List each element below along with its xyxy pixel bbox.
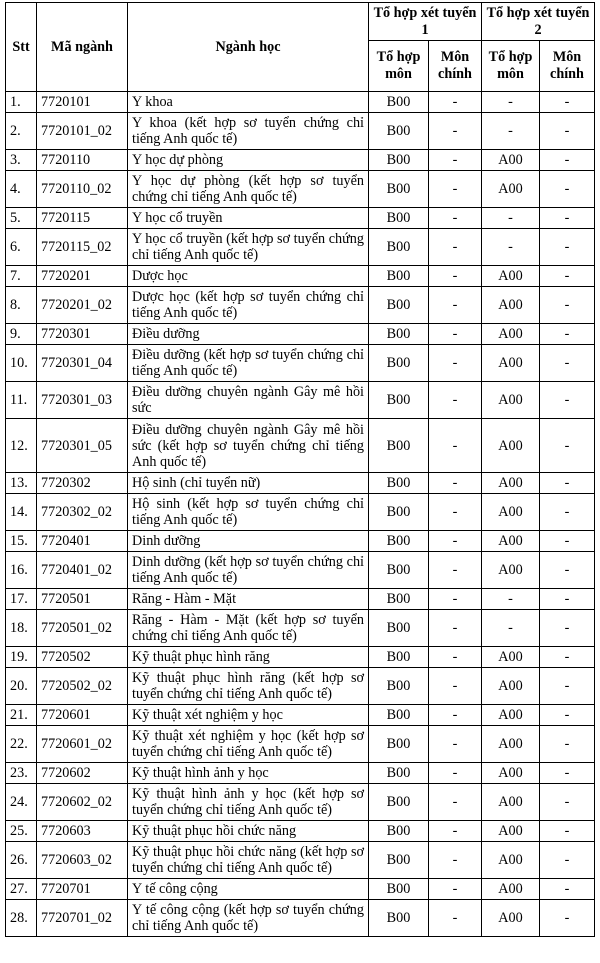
row-to-hop-2: A00 [482, 171, 540, 208]
row-code: 7720601_02 [37, 726, 128, 763]
row-name: Điều dưỡng (kết hợp sơ tuyển chứng chỉ tiếng Anh quốc tế) [128, 345, 369, 382]
header-group-1: Tổ hợp xét tuyển 1 [369, 3, 482, 41]
row-name: Y tế công cộng [128, 879, 369, 900]
row-to-hop-1: B00 [369, 494, 429, 531]
row-code: 7720701_02 [37, 900, 128, 937]
row-to-hop-2: - [482, 589, 540, 610]
row-to-hop-2: A00 [482, 726, 540, 763]
table-row [6, 324, 595, 345]
table-row [6, 726, 595, 763]
row-code: 7720603 [37, 821, 128, 842]
row-mon-chinh-2: - [540, 494, 595, 531]
row-code: 7720501 [37, 589, 128, 610]
row-to-hop-1: B00 [369, 419, 429, 473]
row-code: 7720601 [37, 705, 128, 726]
row-code: 7720101 [37, 92, 128, 113]
row-stt: 14. [6, 494, 37, 531]
row-stt: 27. [6, 879, 37, 900]
row-to-hop-2: - [482, 229, 540, 266]
row-to-hop-2: A00 [482, 900, 540, 937]
row-to-hop-2: A00 [482, 345, 540, 382]
row-mon-chinh-2: - [540, 208, 595, 229]
row-mon-chinh-1: - [429, 552, 482, 589]
row-to-hop-1: B00 [369, 150, 429, 171]
row-to-hop-2: A00 [482, 668, 540, 705]
row-name: Kỹ thuật phục hồi chức năng (kết hợp sơ tuyển chứng chỉ tiếng Anh quốc tế) [128, 842, 369, 879]
row-code: 7720115_02 [37, 229, 128, 266]
row-stt: 2. [6, 113, 37, 150]
row-code: 7720401_02 [37, 552, 128, 589]
table-row [6, 345, 595, 382]
row-stt: 10. [6, 345, 37, 382]
row-name: Kỹ thuật phục hình răng [128, 647, 369, 668]
row-to-hop-1: B00 [369, 705, 429, 726]
row-to-hop-1: B00 [369, 879, 429, 900]
row-to-hop-1: B00 [369, 668, 429, 705]
row-mon-chinh-1: - [429, 842, 482, 879]
row-to-hop-1: B00 [369, 473, 429, 494]
row-stt: 23. [6, 763, 37, 784]
header-mon-chinh-1: Môn chính [429, 41, 482, 92]
table-row [6, 494, 595, 531]
row-code: 7720301 [37, 324, 128, 345]
row-mon-chinh-1: - [429, 531, 482, 552]
admission-table [5, 2, 595, 937]
row-mon-chinh-1: - [429, 610, 482, 647]
table-row [6, 879, 595, 900]
row-stt: 12. [6, 419, 37, 473]
row-to-hop-1: B00 [369, 229, 429, 266]
row-name: Y học cổ truyền [128, 208, 369, 229]
row-mon-chinh-2: - [540, 705, 595, 726]
row-name: Dược học [128, 266, 369, 287]
row-mon-chinh-2: - [540, 647, 595, 668]
row-mon-chinh-2: - [540, 610, 595, 647]
row-mon-chinh-2: - [540, 419, 595, 473]
row-code: 7720201_02 [37, 287, 128, 324]
table-row [6, 382, 595, 419]
row-mon-chinh-1: - [429, 726, 482, 763]
row-code: 7720301_04 [37, 345, 128, 382]
header-to-hop-2: Tổ hợp môn [482, 41, 540, 92]
row-to-hop-1: B00 [369, 589, 429, 610]
row-name: Kỹ thuật phục hình răng (kết hợp sơ tuyển chứng chỉ tiếng Anh quốc tế) [128, 668, 369, 705]
row-stt: 6. [6, 229, 37, 266]
table-row [6, 229, 595, 266]
row-mon-chinh-1: - [429, 821, 482, 842]
row-code: 7720115 [37, 208, 128, 229]
row-mon-chinh-1: - [429, 784, 482, 821]
row-to-hop-1: B00 [369, 784, 429, 821]
row-name: Y học dự phòng [128, 150, 369, 171]
row-mon-chinh-2: - [540, 668, 595, 705]
row-stt: 15. [6, 531, 37, 552]
row-to-hop-1: B00 [369, 552, 429, 589]
row-to-hop-2: A00 [482, 784, 540, 821]
row-mon-chinh-1: - [429, 150, 482, 171]
row-mon-chinh-1: - [429, 208, 482, 229]
row-stt: 22. [6, 726, 37, 763]
table-row [6, 705, 595, 726]
row-code: 7720502_02 [37, 668, 128, 705]
row-mon-chinh-1: - [429, 494, 482, 531]
row-to-hop-2: A00 [482, 821, 540, 842]
row-stt: 17. [6, 589, 37, 610]
row-to-hop-2: A00 [482, 266, 540, 287]
row-mon-chinh-1: - [429, 473, 482, 494]
row-mon-chinh-2: - [540, 763, 595, 784]
row-to-hop-1: B00 [369, 208, 429, 229]
row-mon-chinh-2: - [540, 382, 595, 419]
row-code: 7720301_05 [37, 419, 128, 473]
row-mon-chinh-1: - [429, 900, 482, 937]
row-to-hop-2: A00 [482, 324, 540, 345]
table-row [6, 473, 595, 494]
row-mon-chinh-1: - [429, 763, 482, 784]
table-row [6, 589, 595, 610]
row-mon-chinh-2: - [540, 821, 595, 842]
row-to-hop-1: B00 [369, 382, 429, 419]
row-mon-chinh-1: - [429, 705, 482, 726]
row-stt: 13. [6, 473, 37, 494]
row-to-hop-2: - [482, 610, 540, 647]
row-mon-chinh-2: - [540, 229, 595, 266]
row-mon-chinh-2: - [540, 287, 595, 324]
row-mon-chinh-1: - [429, 171, 482, 208]
row-mon-chinh-2: - [540, 92, 595, 113]
row-code: 7720502 [37, 647, 128, 668]
row-name: Y khoa (kết hợp sơ tuyển chứng chỉ tiếng Anh quốc tế) [128, 113, 369, 150]
row-mon-chinh-1: - [429, 589, 482, 610]
row-to-hop-2: A00 [482, 647, 540, 668]
row-mon-chinh-2: - [540, 266, 595, 287]
row-code: 7720101_02 [37, 113, 128, 150]
row-mon-chinh-2: - [540, 324, 595, 345]
row-to-hop-1: B00 [369, 287, 429, 324]
row-name: Y học cổ truyền (kết hợp sơ tuyển chứng chỉ tiếng Anh quốc tế) [128, 229, 369, 266]
row-to-hop-2: A00 [482, 842, 540, 879]
row-code: 7720701 [37, 879, 128, 900]
row-mon-chinh-1: - [429, 382, 482, 419]
row-to-hop-1: B00 [369, 647, 429, 668]
row-stt: 8. [6, 287, 37, 324]
row-code: 7720603_02 [37, 842, 128, 879]
row-to-hop-2: - [482, 92, 540, 113]
row-name: Hộ sinh (chỉ tuyển nữ) [128, 473, 369, 494]
row-mon-chinh-2: - [540, 531, 595, 552]
row-to-hop-1: B00 [369, 531, 429, 552]
row-to-hop-1: B00 [369, 324, 429, 345]
row-code: 7720602_02 [37, 784, 128, 821]
row-mon-chinh-2: - [540, 842, 595, 879]
row-to-hop-1: B00 [369, 821, 429, 842]
row-mon-chinh-2: - [540, 150, 595, 171]
row-to-hop-1: B00 [369, 610, 429, 647]
row-code: 7720201 [37, 266, 128, 287]
header-mon-chinh-2: Môn chính [540, 41, 595, 92]
row-mon-chinh-1: - [429, 113, 482, 150]
row-to-hop-2: A00 [482, 287, 540, 324]
row-mon-chinh-2: - [540, 900, 595, 937]
row-to-hop-2: - [482, 113, 540, 150]
row-mon-chinh-1: - [429, 419, 482, 473]
row-stt: 16. [6, 552, 37, 589]
header-group-2: Tổ hợp xét tuyển 2 [482, 3, 595, 41]
row-name: Dinh dưỡng [128, 531, 369, 552]
header-stt: Stt [6, 3, 37, 92]
row-name: Dược học (kết hợp sơ tuyển chứng chỉ tiếng Anh quốc tế) [128, 287, 369, 324]
table-row [6, 821, 595, 842]
table-row [6, 842, 595, 879]
row-stt: 24. [6, 784, 37, 821]
table-row [6, 763, 595, 784]
row-code: 7720110_02 [37, 171, 128, 208]
table-row [6, 208, 595, 229]
row-name: Dinh dưỡng (kết hợp sơ tuyển chứng chỉ tiếng Anh quốc tế) [128, 552, 369, 589]
row-to-hop-2: A00 [482, 763, 540, 784]
row-code: 7720602 [37, 763, 128, 784]
row-mon-chinh-2: - [540, 589, 595, 610]
table-row [6, 266, 595, 287]
row-stt: 28. [6, 900, 37, 937]
row-stt: 26. [6, 842, 37, 879]
table-row [6, 668, 595, 705]
row-to-hop-2: A00 [482, 473, 540, 494]
row-code: 7720501_02 [37, 610, 128, 647]
row-mon-chinh-2: - [540, 726, 595, 763]
row-code: 7720301_03 [37, 382, 128, 419]
table-row [6, 92, 595, 113]
row-to-hop-2: A00 [482, 494, 540, 531]
row-to-hop-2: A00 [482, 705, 540, 726]
row-to-hop-1: B00 [369, 266, 429, 287]
row-mon-chinh-1: - [429, 879, 482, 900]
row-stt: 1. [6, 92, 37, 113]
row-stt: 18. [6, 610, 37, 647]
table-row [6, 552, 595, 589]
row-mon-chinh-1: - [429, 668, 482, 705]
row-mon-chinh-2: - [540, 171, 595, 208]
row-mon-chinh-1: - [429, 345, 482, 382]
row-name: Kỹ thuật xét nghiệm y học [128, 705, 369, 726]
table-row [6, 287, 595, 324]
row-name: Hộ sinh (kết hợp sơ tuyển chứng chỉ tiếng Anh quốc tế) [128, 494, 369, 531]
row-to-hop-1: B00 [369, 763, 429, 784]
table-row [6, 419, 595, 473]
table-body [6, 92, 595, 937]
row-to-hop-2: A00 [482, 552, 540, 589]
table-row [6, 531, 595, 552]
header-code: Mã ngành [37, 3, 128, 92]
row-to-hop-1: B00 [369, 726, 429, 763]
row-name: Điều dưỡng chuyên ngành Gây mê hồi sức [128, 382, 369, 419]
row-stt: 9. [6, 324, 37, 345]
row-mon-chinh-1: - [429, 266, 482, 287]
table-row [6, 150, 595, 171]
header-name: Ngành học [128, 3, 369, 92]
row-code: 7720302_02 [37, 494, 128, 531]
row-to-hop-1: B00 [369, 900, 429, 937]
header-to-hop-1: Tổ hợp môn [369, 41, 429, 92]
row-stt: 4. [6, 171, 37, 208]
row-mon-chinh-2: - [540, 784, 595, 821]
row-name: Điều dưỡng [128, 324, 369, 345]
row-to-hop-1: B00 [369, 92, 429, 113]
table-row [6, 647, 595, 668]
row-name: Kỹ thuật hình ảnh y học (kết hợp sơ tuyển chứng chỉ tiếng Anh quốc tế) [128, 784, 369, 821]
row-stt: 20. [6, 668, 37, 705]
row-mon-chinh-2: - [540, 113, 595, 150]
row-mon-chinh-1: - [429, 229, 482, 266]
table-row [6, 784, 595, 821]
row-name: Kỹ thuật hình ảnh y học [128, 763, 369, 784]
table-row [6, 900, 595, 937]
row-code: 7720302 [37, 473, 128, 494]
row-stt: 19. [6, 647, 37, 668]
row-to-hop-1: B00 [369, 113, 429, 150]
row-mon-chinh-2: - [540, 473, 595, 494]
row-to-hop-2: A00 [482, 382, 540, 419]
row-name: Răng - Hàm - Mặt [128, 589, 369, 610]
row-stt: 25. [6, 821, 37, 842]
row-stt: 21. [6, 705, 37, 726]
row-mon-chinh-1: - [429, 647, 482, 668]
row-name: Răng - Hàm - Mặt (kết hợp sơ tuyển chứng chỉ tiếng Anh quốc tế) [128, 610, 369, 647]
row-mon-chinh-2: - [540, 879, 595, 900]
row-to-hop-2: - [482, 208, 540, 229]
row-to-hop-2: A00 [482, 531, 540, 552]
row-name: Điều dưỡng chuyên ngành Gây mê hồi sức (kết hợp sơ tuyển chứng chỉ tiếng Anh quốc tế) [128, 419, 369, 473]
row-mon-chinh-2: - [540, 552, 595, 589]
row-stt: 5. [6, 208, 37, 229]
row-to-hop-1: B00 [369, 842, 429, 879]
row-name: Y tế công cộng (kết hợp sơ tuyển chứng chỉ tiếng Anh quốc tế) [128, 900, 369, 937]
row-stt: 7. [6, 266, 37, 287]
row-stt: 3. [6, 150, 37, 171]
row-code: 7720110 [37, 150, 128, 171]
table-row [6, 113, 595, 150]
table-row [6, 171, 595, 208]
row-to-hop-2: A00 [482, 419, 540, 473]
row-stt: 11. [6, 382, 37, 419]
row-name: Y khoa [128, 92, 369, 113]
row-code: 7720401 [37, 531, 128, 552]
row-to-hop-2: A00 [482, 150, 540, 171]
row-mon-chinh-1: - [429, 287, 482, 324]
row-to-hop-1: B00 [369, 171, 429, 208]
row-to-hop-2: A00 [482, 879, 540, 900]
row-mon-chinh-1: - [429, 324, 482, 345]
row-name: Kỹ thuật phục hồi chức năng [128, 821, 369, 842]
row-mon-chinh-1: - [429, 92, 482, 113]
row-name: Kỹ thuật xét nghiệm y học (kết hợp sơ tuyển chứng chỉ tiếng Anh quốc tế) [128, 726, 369, 763]
row-name: Y học dự phòng (kết hợp sơ tuyển chứng chỉ tiếng Anh quốc tế) [128, 171, 369, 208]
table-row [6, 610, 595, 647]
row-mon-chinh-2: - [540, 345, 595, 382]
row-to-hop-1: B00 [369, 345, 429, 382]
